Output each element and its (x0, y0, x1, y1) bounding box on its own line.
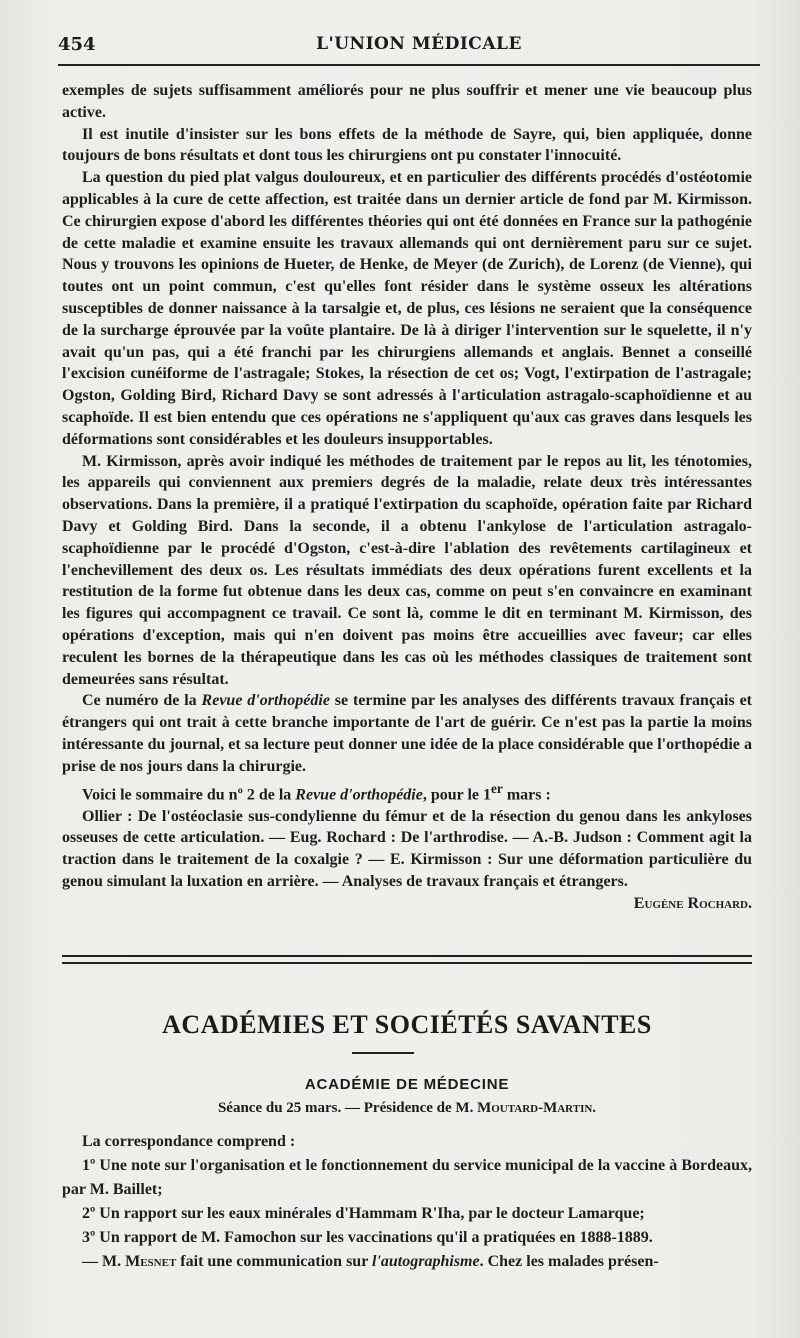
comm-middle: fait une communication sur (176, 1253, 373, 1270)
academy-body (62, 1130, 752, 1274)
session-line (62, 1100, 752, 1117)
section-title: ACADÉMIES ET SOCIÉTÉS SAVANTES (162, 1010, 652, 1039)
president-name: Moutard-Martin. (477, 1100, 597, 1116)
running-head (58, 34, 760, 58)
summary-text: Ollier : De l'ostéoclasie sus-condylienne du fémur et de la résection du genou dans les ankyloses osseuses de cette articulation. — Eug. Rochard : De l'arthrodise. — A.-B. Judson : Comment agit la traction dans le traitement de la coxalgie ? — E. Kirmisson : Sur une déformation particulière du genou simulant la luxation en arrière. — Analyses de travaux français et étrangers. (62, 807, 752, 891)
paragraph-3: La question du pied plat valgus douloureux, et en particulier des différents procédés d'ostéotomie applicables à la cure de cette affection, est traitée dans un dernier article de fond par M. Kirmisson. Ce chirurgien expose d'abord les différentes théories qui ont été données en France sur la pathogénie de cette maladie et examine ensuite les travaux allemands qui ont dernièrement paru sur ce sujet. Nous y trouvons les opinions de Hueter, de Henke, de Meyer (de Zurich), de Lorenz (de Vienne), qui toutes ont un point commun, c'est qu'elles font résider dans le système osseux les altérations susceptibles de donner naissance à la tarsalgie et, de plus, ces lésions ne seraient que la conséquence de la surcharge éprouvée par la voûte plantaire. De là à diriger l'intervention sur le squelette, il n'y avait qu'un pas, qui a été franchi par les chirurgiens allemands et anglais. Bennet a conseillé l'excision cunéiforme de l'astragale; Stokes, la résection de cet os; Vogt, l'extirpation de l'astragale; Ogston, Golding Bird, Richard Davy se sont adressés à l'articulation astragalo-scaphoïdienne et au scaphoïde. Il est bien entendu que ces opérations ne s'appliquent qu'aux cas graves dans lesquels les déformations sont considérables et les douleurs insupportables. (62, 169, 752, 448)
correspondence-item-3: 3º Un rapport de M. Famochon sur les vaccinations qu'il a pratiquées en 1888-1889. (82, 1229, 653, 1246)
revue-suffix: se termine par les analyses des différents travaux français et étrangers qui ont trait à cette branche importante de l'art de guérir. Ce n'est pas la partie la moins intéressante du journal, et sa lecture peut donner une idée de la place considérable que l'orthopédie a prise de nos jours dans la chirurgie. (62, 692, 752, 775)
summary-middle: , pour le 1 (422, 785, 491, 803)
journal-title: L'UNION MÉDICALE (316, 34, 522, 54)
correspondence-intro: La correspondance comprend : (82, 1133, 296, 1150)
comm-suffix: . Chez les malades présen- (479, 1253, 659, 1270)
signature-line (62, 893, 752, 915)
communication-line (62, 1250, 752, 1274)
session-prefix: Séance du 25 mars. — Présidence de M. (217, 1100, 478, 1116)
title-underline (352, 1052, 414, 1054)
page-number: 454 (58, 34, 96, 55)
correspondence-item-1: 1º Une note sur l'organisation et le fonctionnement du service municipal de la vaccine à Bordeaux, par M. Baillet; (62, 1157, 752, 1198)
signature: Eugène Rochard. (633, 894, 752, 912)
comm-prefix: — M. (82, 1253, 126, 1270)
summary-journal-name: Revue d'orthopédie (295, 785, 423, 803)
summary-suffix: mars : (502, 785, 551, 803)
paragraph-revue (62, 690, 752, 777)
comm-author: Mesnet (125, 1253, 177, 1270)
comm-topic: l'autographisme (372, 1253, 480, 1270)
article-body (62, 80, 752, 915)
paragraph-2: Il est inutile d'insister sur les bons effets de la méthode de Sayre, qui, bien appliquée, donne toujours de bons résultats et dont tous les chirurgiens ont pu constater l'innocuité. (62, 125, 752, 165)
revue-journal-name: Revue d'orthopédie (201, 692, 330, 710)
summary-prefix: Voici le sommaire du nº 2 de la (82, 785, 296, 803)
section-divider (62, 955, 752, 964)
correspondence-item-2: 2º Un rapport sur les eaux minérales d'Hammam R'Iha, par le docteur Lamarque; (82, 1205, 645, 1222)
summary-intro (62, 778, 752, 806)
paragraph-1: exemples de sujets suffisamment améliorés pour ne plus souffrir et mener une vie beaucoup plus active. (62, 82, 752, 121)
revue-prefix: Ce numéro de la (82, 692, 202, 710)
summary-sup: er (491, 780, 503, 796)
subsection-title: ACADÉMIE DE MÉDECINE (304, 1076, 510, 1093)
paragraph-4: M. Kirmisson, après avoir indiqué les méthodes de traitement par le repos au lit, les ténotomies, les appareils qui conviennent aux premiers degrés de la maladie, relate deux très intéressantes observations. Dans la première, il a pratiqué l'extirpation du scaphoïde, opération faite par Richard Davy et Golding Bird. Dans la seconde, il a obtenu l'ankylose de l'articulation astragalo-scaphoïdienne par le procédé d'Ogston, c'est-à-dire l'ablation des revêtements cartilagineux et l'enchevillement des deux os. Les résultats immédiats des deux opérations furent excellents et la restitution de la forme fut obtenue dans les deux cas, comme on peut s'en convaincre en examinant les figures qui accompagnent ce travail. Ce sont là, comme le dit en terminant M. Kirmisson, des opérations d'exception, mais qui n'en doivent pas moins être accueillies avec faveur; car elles reculent les bornes de la thérapeutique dans les cas où les méthodes classiques de traitement sont demeurées sans résultat. (62, 452, 752, 688)
header-rule (58, 64, 760, 66)
